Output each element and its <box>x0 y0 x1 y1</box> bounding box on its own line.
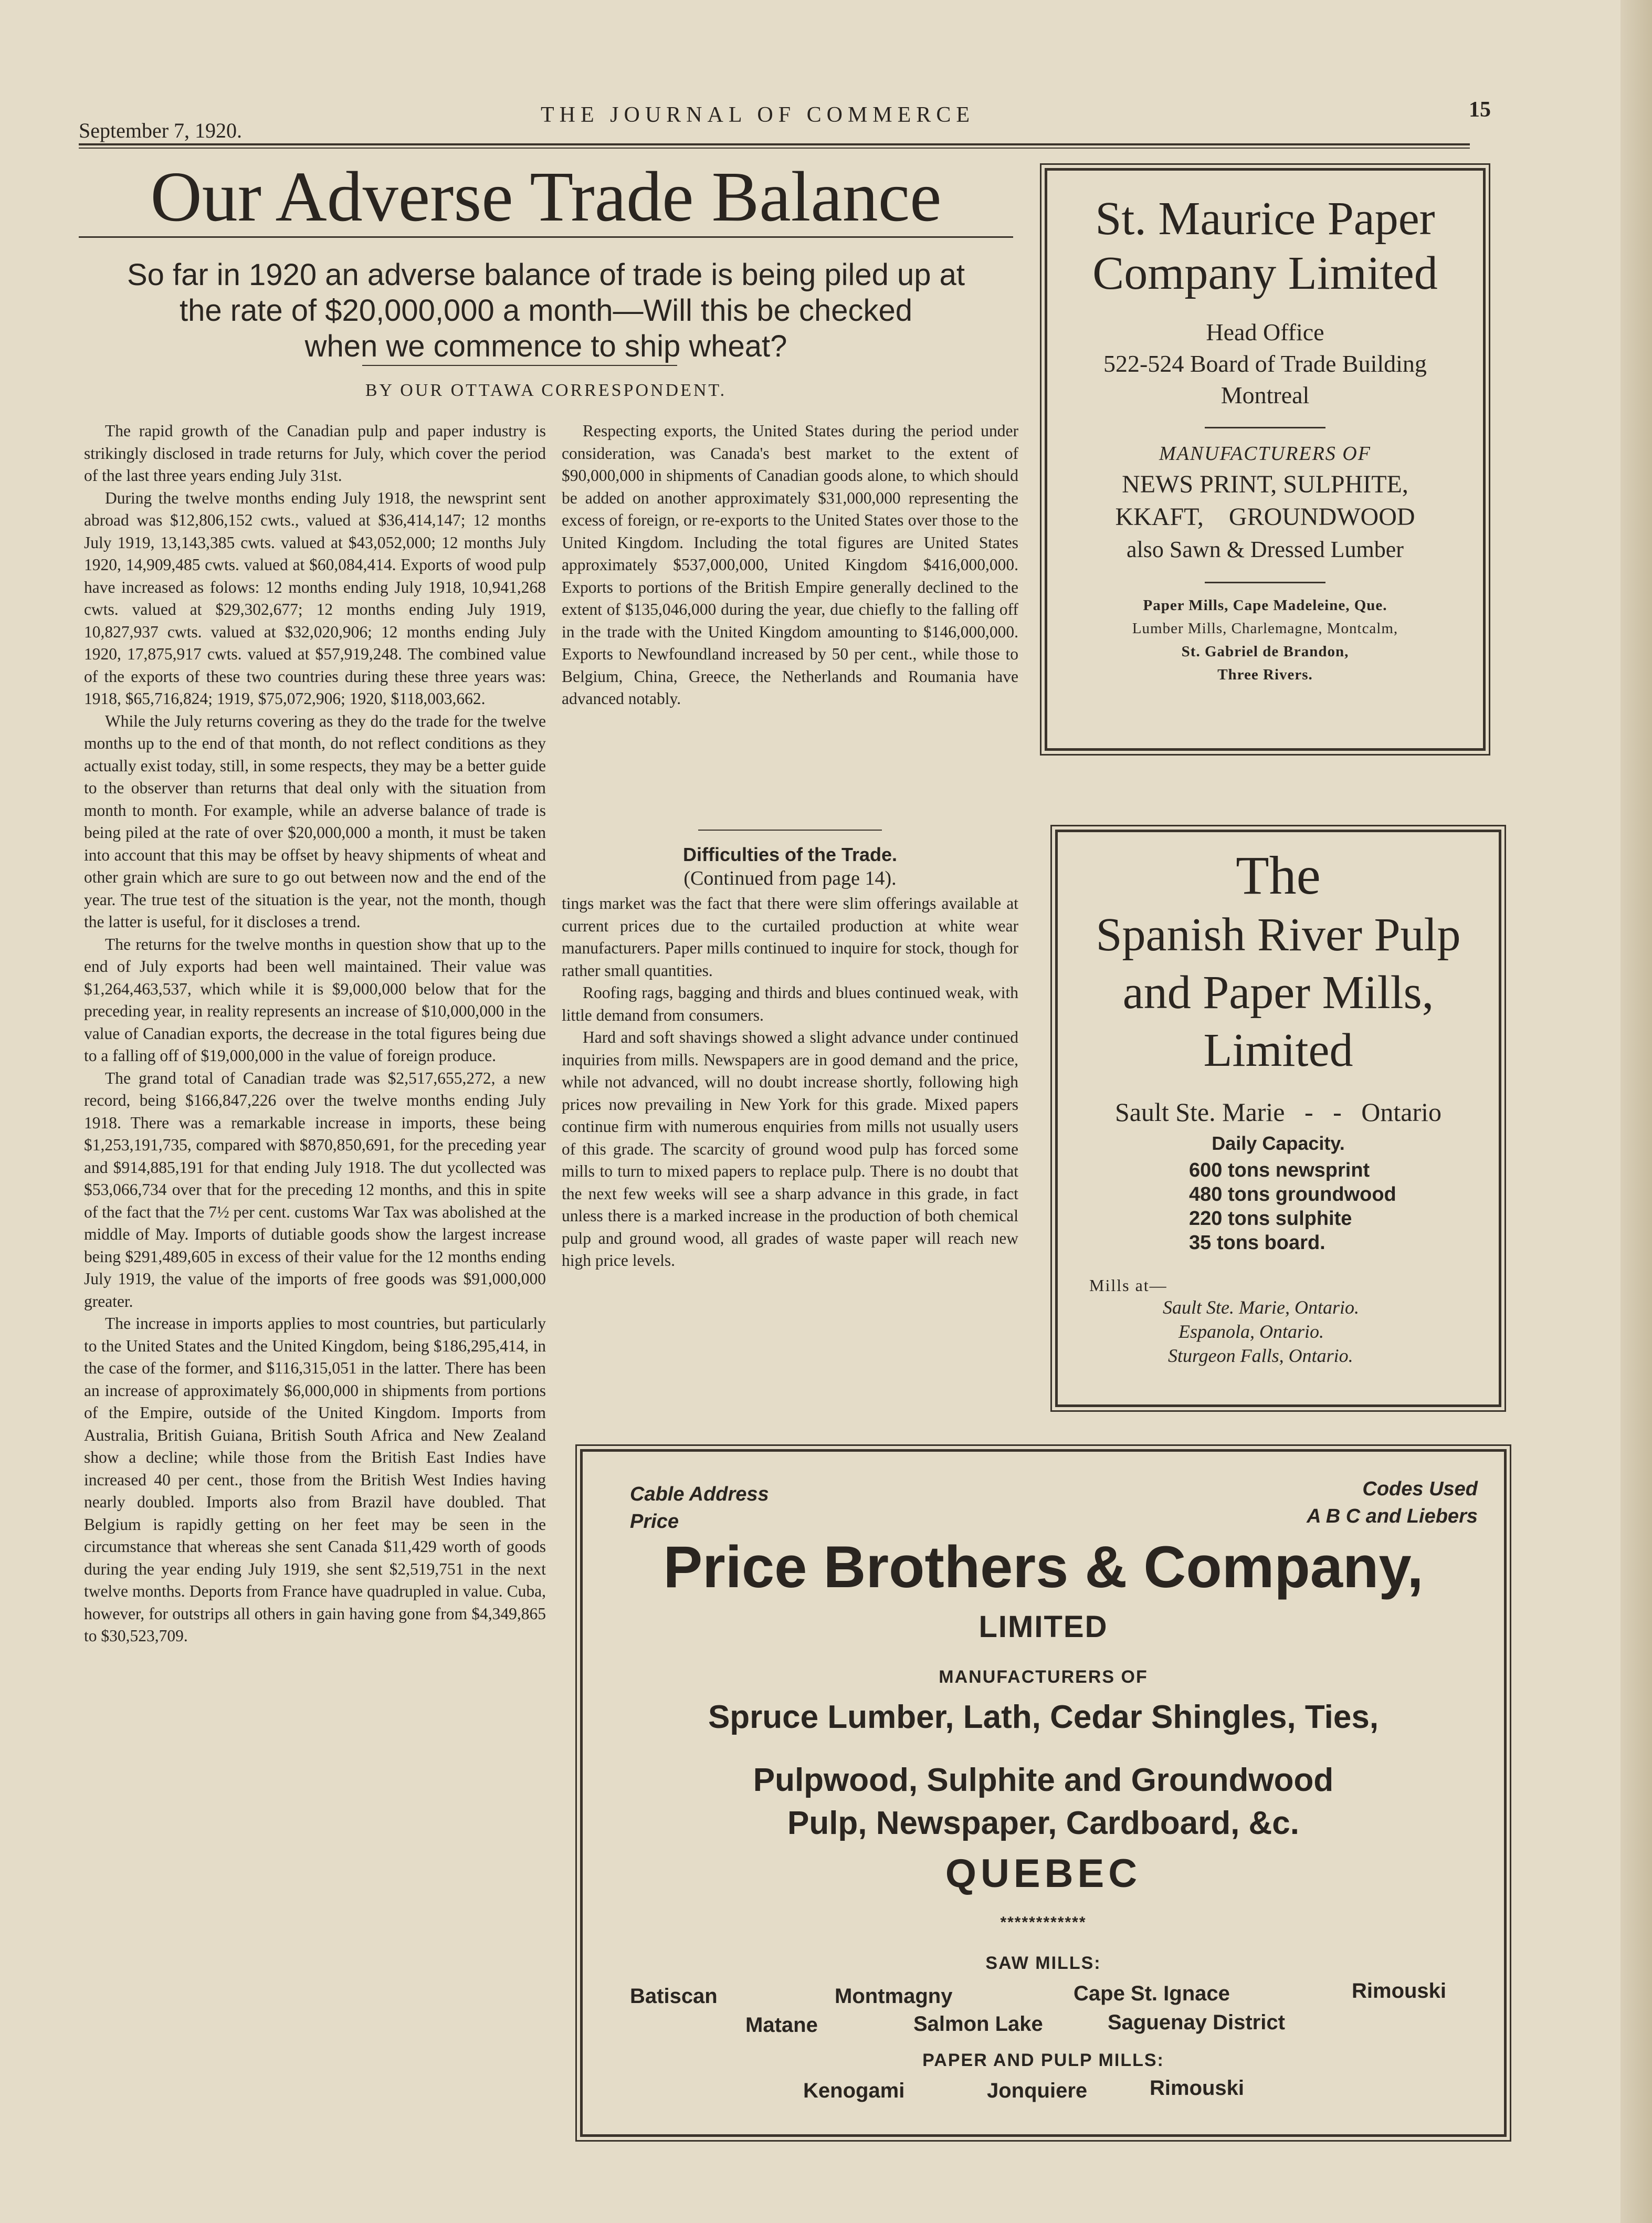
difficulties-heading <box>562 843 1018 890</box>
paragraph: Hard and soft shavings showed a slight advance under continued inquiries from mills. Newspapers are in good demand and the price, while not advanced, will no doubt increase shortly, following high prices now prevailing in New York for this grade. Mixed papers continue firm with numerous enquiries from mills not usually users of this grade. The scarcity of ground wood pulp has forced some mills to turn to mixed papers to replace pulp. There is no doubt that the next few weeks will see a sharp advance in this grade, in fact unless there is a marked increase in the production of both chemical pulp and ground wood, all grades of waste paper will reach new high price levels. <box>562 1028 1018 1270</box>
mills-list <box>1163 1295 1499 1368</box>
header-rule-thin <box>79 148 1470 149</box>
mill-location: Sault Ste. Marie, Ontario. <box>1163 1297 1359 1318</box>
ad-company-name: Price Brothers & Company, <box>663 1534 1424 1600</box>
paragraph: The returns for the twelve months in question show that up to the end of July exports had been well maintained. Their value was $1,264,463,537, which while it is $9,000,000 below that for the preceding year, in reality represents an increase of $10,000,000 in the value of Canadian exports, the decrease in the total figures being due to a falling off of $19,000,000 in the value of foreign produce. <box>84 935 546 1065</box>
products-block <box>583 1759 1504 1845</box>
codes-value: A B C and Liebers <box>1307 1505 1478 1527</box>
pulp-mill: Jonquiere <box>987 2079 1088 2102</box>
article-headline: Our Adverse Trade Balance <box>150 158 942 236</box>
page-edge <box>1621 0 1652 2223</box>
article-column-2 <box>562 420 1018 710</box>
saw-mill: Batiscan <box>630 1985 718 2008</box>
difficulties-column <box>562 893 1018 1272</box>
mills-line: Paper Mills, Cape Madeleine, Que. <box>1143 597 1387 614</box>
products-line: KKAFT, GROUNDWOOD <box>1115 503 1415 531</box>
article-column-1 <box>84 420 546 1648</box>
journal-title: THE JOURNAL OF COMMERCE <box>541 103 975 127</box>
ad-rule <box>1205 427 1325 428</box>
ad-company-name <box>1047 192 1483 301</box>
saw-mill: Cape St. Ignace <box>1074 1982 1230 2005</box>
difficulties-title: Difficulties of the Trade. <box>682 844 898 865</box>
ad-limited: LIMITED <box>978 1610 1108 1644</box>
paragraph: While the July returns covering as they do the trade for the twelve months up to the end of that month, do not reflect conditions as they actually exist today, still, in some respects, they may be a better guide to the observer than returns that deal only with the situation from month to month. For example, while an adverse balance of trade is being piled at the rate of over $20,000,000 a month, it must be taken into account that this may be offset by heavy shipments of wheat and other grain which are sure to go out between now and the end of the year. The true test of the situation is the year, not the month, though the latter is useful, for it discloses a trend. <box>84 711 546 931</box>
paragraph: The grand total of Canadian trade was $2,517,655,272, a new record, being $166,847,226 over the twelve months ending July 1918. There was a remarkable increase in imports, these being $1,253,191,735, compared with $870,850,691, for the preceding year and $914,885,191 for that ending July 1918. The dut ycollected was $53,066,734 over that for the preceding 12 months, and this in spite of the fact that the 7½ per cent. customs War Tax was abolished at the middle of May. Imports of dutiable goods show the largest increase being $291,489,605 in excess of their value for the 12 months ending July 1919, the value of the imports of free goods was $91,000,000 greater. <box>84 1068 546 1310</box>
mfg-label: MANUFACTURERS OF <box>1159 443 1371 465</box>
paragraph: During the twelve months ending July 1918, the newsprint sent abroad was $12,806,152 cwts., valued at $36,414,147; 12 months July 1919, 13,143,385 cwts. valued at $43,052,000; 12 months July 1920, 14,909,485 cwts. valued at $60,084,414. Exports of wood pulp have increased as folows: 12 months ending July 1918, 10,941,268 cwts. valued at $29,302,677; 12 months ending July 1919, 10,827,937 cwts. valued at $32,020,906; 12 months ending July 1920, 17,875,917 cwts. valued at $57,919,248. The combined value of the exports of these two countries during these three years was: 1918, $65,716,824; 1919, $75,072,906; 1920, $118,003,662. <box>84 488 546 708</box>
pulp-mill: Rimouski <box>1150 2077 1245 2100</box>
mill-location: Espanola, Ontario. <box>1179 1321 1324 1342</box>
paragraph: Roofing rags, bagging and thirds and blues continued weak, with little demand from consumers. <box>562 983 1018 1024</box>
saw-mill: Montmagny <box>835 1985 953 2008</box>
ad-name-line: Limited <box>1203 1024 1353 1076</box>
capacity-item: 220 tons sulphite <box>1189 1208 1352 1230</box>
issue-date: September 7, 1920. <box>79 119 243 142</box>
article-subhead <box>79 257 1013 364</box>
ad-spanish-river <box>1055 830 1501 1407</box>
saw-mill: Salmon Lake <box>913 2012 1043 2036</box>
ornament-stars: ************ <box>1000 1914 1087 1931</box>
ad-name-line: Company Limited <box>1092 247 1438 299</box>
products-line: also Sawn & Dressed Lumber <box>1127 537 1404 562</box>
codes-used <box>1307 1475 1478 1530</box>
mill-location: Sturgeon Falls, Ontario. <box>1168 1345 1353 1366</box>
capacity-label: Daily Capacity. <box>1212 1133 1345 1154</box>
ad-rule <box>1205 582 1325 583</box>
products-line: Pulp, Newspaper, Cardboard, &c. <box>787 1805 1300 1841</box>
cable-value: Price <box>630 1511 679 1533</box>
products-line: NEWS PRINT, SULPHITE, <box>1122 470 1408 498</box>
codes-label: Codes Used <box>1362 1478 1478 1500</box>
page-number: 15 <box>1469 98 1491 122</box>
byline-rule <box>362 365 677 366</box>
paragraph: The increase in imports applies to most countries, but particularly to the United States and the United Kingdom, being $186,295,414, in the case of the former, and $116,315,051 in the latter. There has been an increase of approximately $6,000,000 in shipments from portions of the Empire, outside of the United Kingdom. Imports from Australia, British Guiana, British South Africa and New Zealand show a decline; while those from the British East Indies have increased 40 per cent., those from the British West Indies having nearly doubled. Imports also from Brazil have doubled. That Belgium is rapidly getting on her feet may be seen in the circumstance that whereas she sent Canada $11,429 worth of goods during the year ending July 1919, she sent $2,519,751 in the next twelve months. Deports from France have quadrupled in value. Cuba, however, for outstrips all others in gain having gone from $4,349,865 to $30,523,709. <box>84 1314 546 1645</box>
ad-name-line: St. Maurice Paper <box>1095 193 1435 245</box>
paragraph: Respecting exports, the United States during the period under consideration, was Canada's best market to the extent of $90,000,000 in shipments of Canadian goods alone, to which should be added on another approximately $31,000,000 representing the excess of foreign, or re-exports to the United States over those to the United Kingdom. Including the total figures are United States approximately $537,000,000, United Kingdom $416,000,000. Exports to portions of the British Empire generally declined to the extent of $135,046,000 during the year, due chiefly to the falling off in the trade with the United Kingdom amounting to $146,000,000. Exports to Newfoundland increased by 50 per cent., while those to Belgium, China, Greece, the Netherlands and Roumania have advanced notably. <box>562 422 1018 708</box>
capacity-list <box>1189 1158 1499 1255</box>
saw-mill: Matane <box>745 2014 818 2037</box>
mills-line: Lumber Mills, Charlemagne, Montcalm, <box>1132 620 1398 637</box>
products-line: Spruce Lumber, Lath, Cedar Shingles, Ties, <box>708 1699 1379 1735</box>
ad-price-brothers <box>580 1449 1507 2137</box>
capacity-item: 600 tons newsprint <box>1189 1159 1370 1181</box>
ad-the: The <box>1236 845 1321 906</box>
mills-line: St. Gabriel de Brandon, <box>1181 643 1349 660</box>
paragraph: tings market was the fact that there were slim offerings available at current prices due to the curtailed production at white wear manufacturers. Paper mills continued to inquire for stock, though for rather small quantities. <box>562 894 1018 980</box>
article-byline: BY OUR OTTAWA CORRESPONDENT. <box>365 381 727 400</box>
mills-at-label: Mills at— <box>1089 1276 1167 1295</box>
saw-mill: Saguenay District <box>1108 2011 1285 2034</box>
office-city: Montreal <box>1220 382 1310 408</box>
office-address: 522-524 Board of Trade Building <box>1103 350 1427 377</box>
ad-st-maurice-paper <box>1045 168 1486 751</box>
saw-mills-label: SAW MILLS: <box>985 1953 1101 1973</box>
subhead-line: So far in 1920 an adverse balance of trade is being piled up at <box>127 258 965 292</box>
continued-note: (Continued from page 14). <box>683 867 897 889</box>
headline-rule <box>79 236 1013 238</box>
mills-line: Three Rivers. <box>1217 666 1313 683</box>
subhead-line: the rate of $20,000,000 a month—Will this be checked <box>179 293 913 328</box>
saw-mill: Rimouski <box>1352 1979 1447 2002</box>
section-divider <box>698 830 882 831</box>
capacity-item: 35 tons board. <box>1189 1232 1325 1254</box>
paragraph: The rapid growth of the Canadian pulp and paper industry is strikingly disclosed in trade returns for July, which cover the period of the last three years ending July 31st. <box>84 422 546 485</box>
ad-name-line: and Paper Mills, <box>1122 967 1434 1019</box>
subhead-line: when we commence to ship wheat? <box>304 329 787 363</box>
ad-location: Sault Ste. Marie - - Ontario <box>1114 1097 1442 1127</box>
page-header <box>79 97 1491 144</box>
header-rule <box>79 143 1470 145</box>
pulp-mills-label: PAPER AND PULP MILLS: <box>922 2050 1164 2070</box>
cable-label: Cable Address <box>630 1483 769 1505</box>
capacity-item: 480 tons groundwood <box>1189 1183 1396 1205</box>
cable-address <box>630 1481 769 1535</box>
mfg-label: MANUFACTURERS OF <box>939 1667 1148 1687</box>
pulp-mill: Kenogami <box>803 2079 905 2102</box>
products-line: Pulpwood, Sulphite and Groundwood <box>753 1762 1334 1798</box>
ad-name-line: Spanish River Pulp <box>1096 909 1461 961</box>
office-label: Head Office <box>1206 319 1324 345</box>
ad-office <box>1047 317 1483 411</box>
ad-city: QUEBEC <box>945 1851 1142 1896</box>
